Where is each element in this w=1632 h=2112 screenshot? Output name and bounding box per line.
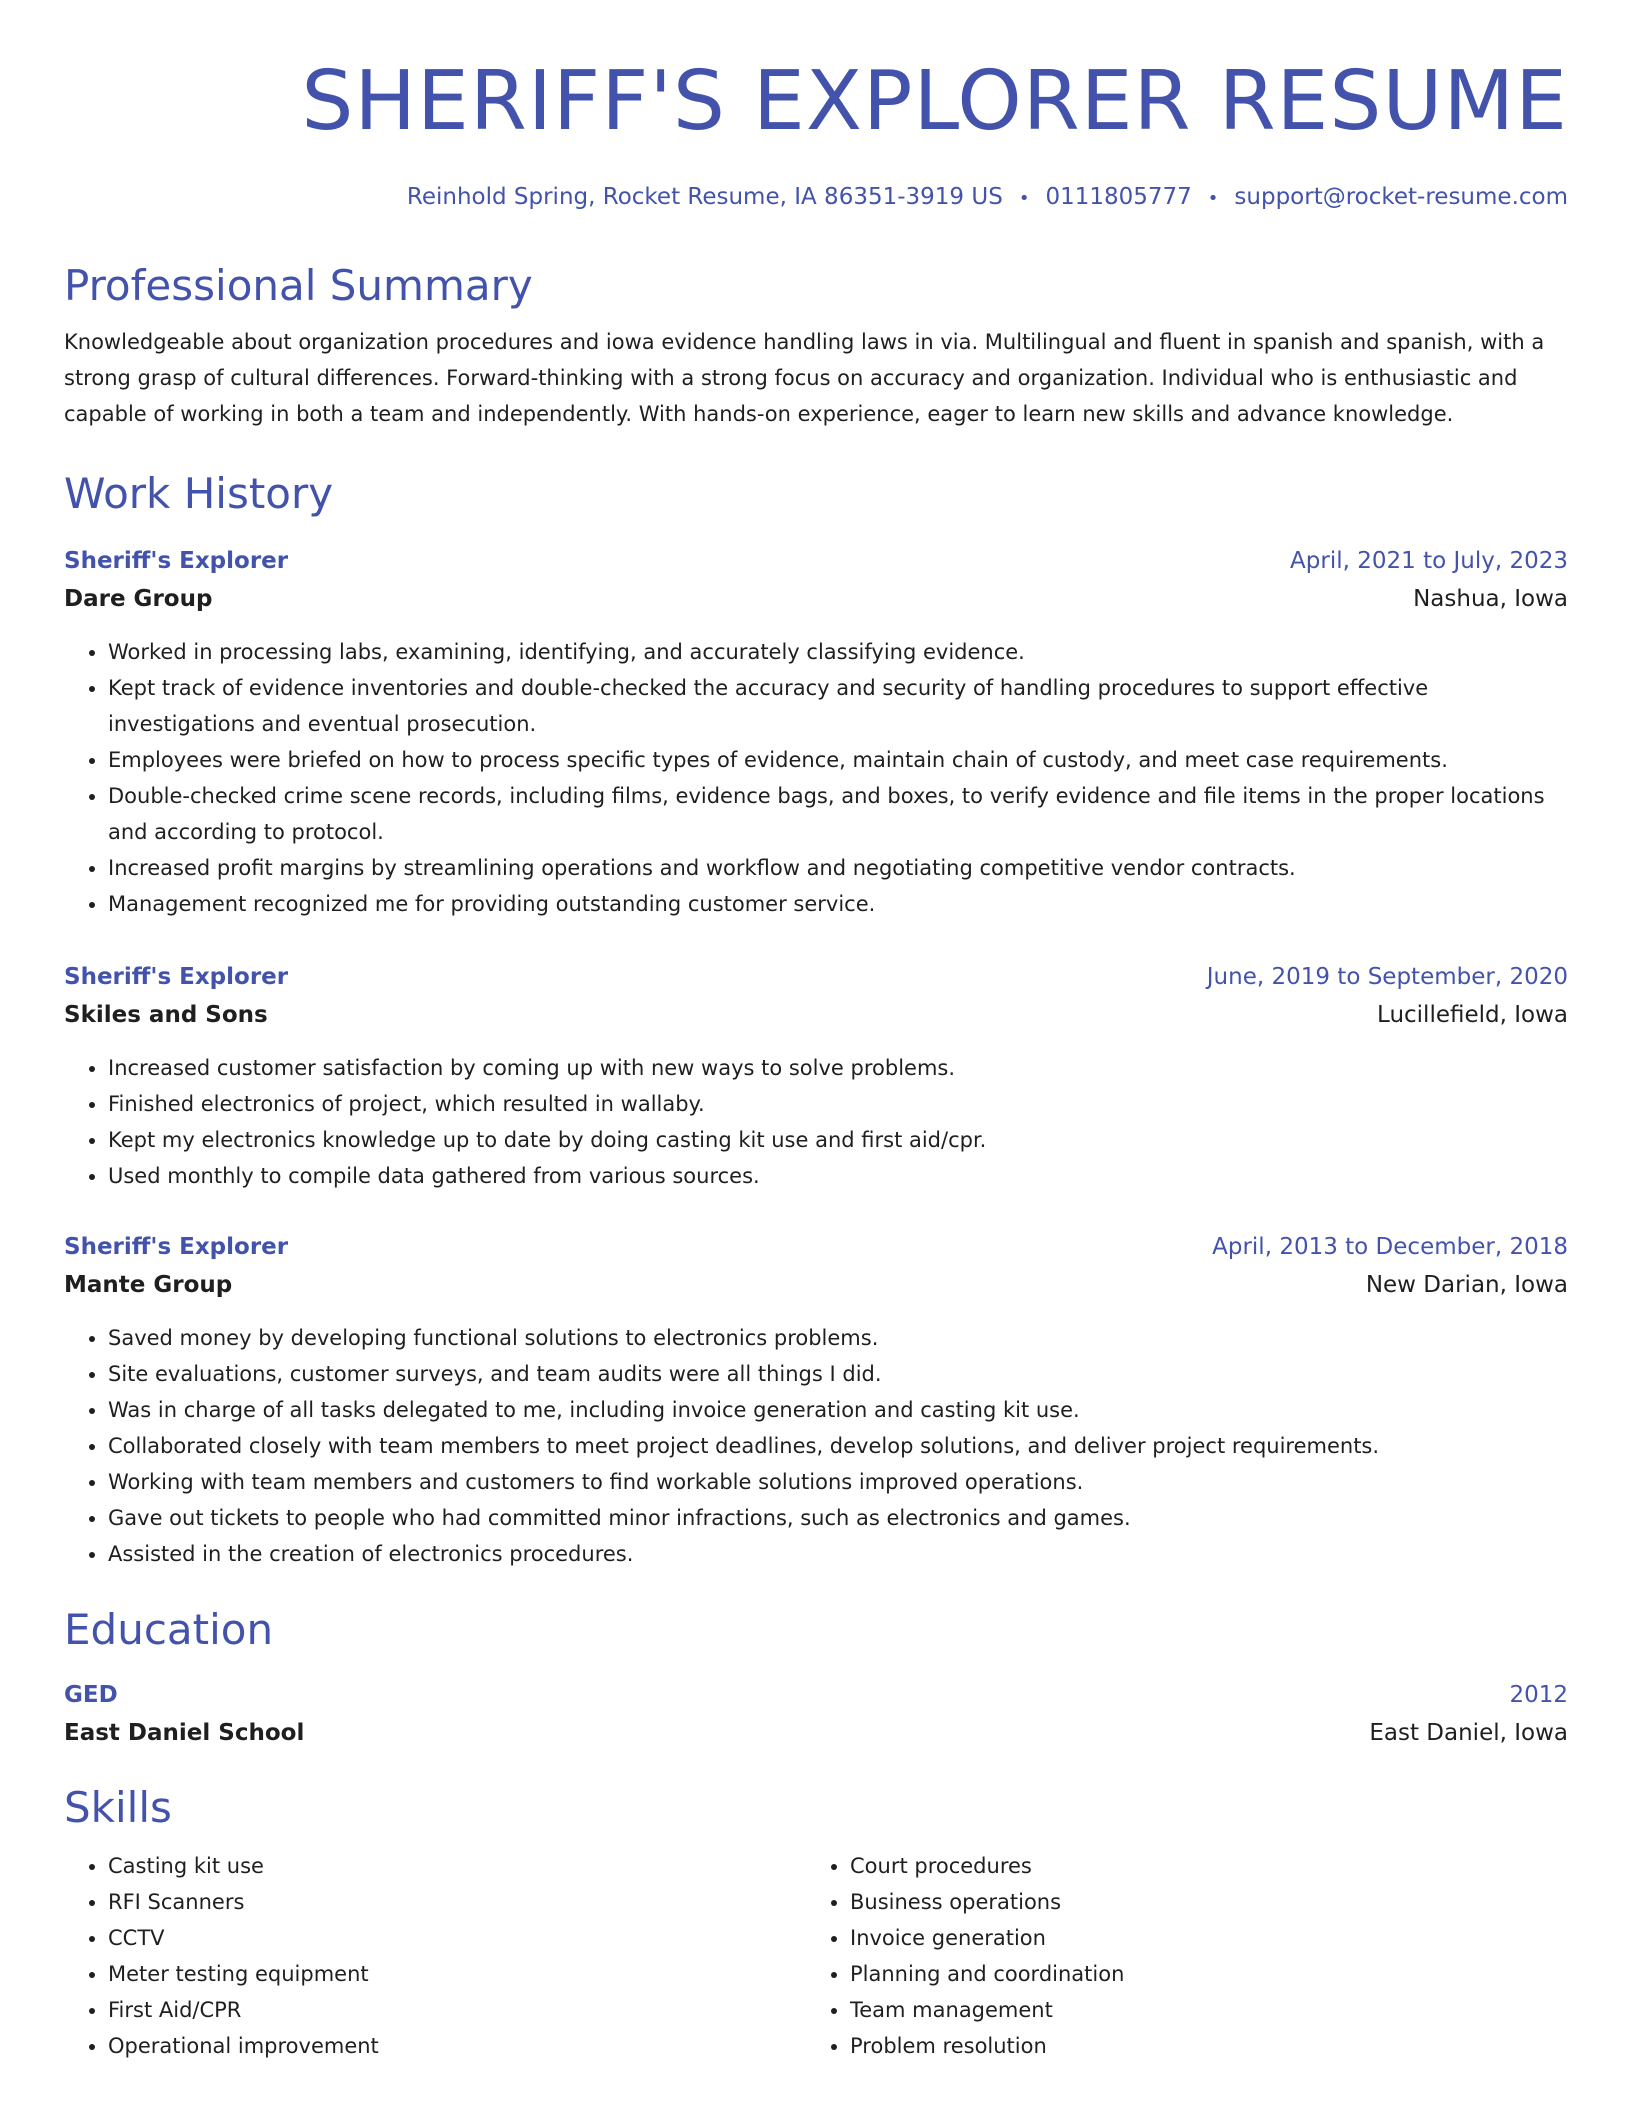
education-heading: Education	[64, 1605, 274, 1654]
skill-item: • Casting kit use	[108, 1848, 379, 1884]
job-entry	[64, 542, 1568, 922]
job-bullet: • Used monthly to compile data gathered from various sources.	[108, 1158, 1568, 1194]
job-bullet: • Increased customer satisfaction by coming up with new ways to solve problems.	[108, 1050, 1568, 1086]
job-bullet: • Was in charge of all tasks delegated to me, including invoice generation and casting kit use.	[108, 1392, 1568, 1428]
work-history-section	[64, 466, 1568, 522]
education-section	[64, 1602, 1568, 1658]
skills-column-right	[806, 1848, 1124, 2064]
job-bullet: • Double-checked crime scene records, including films, evidence bags, and boxes, to verify evidence and file items in the proper locations and according to protocol.	[108, 778, 1568, 850]
job-dates: April, 2021 to July, 2023	[1290, 548, 1568, 574]
job-location: Lucillefield, Iowa	[1377, 1002, 1568, 1028]
skill-item: • Problem resolution	[850, 2028, 1124, 2064]
job-bullet: • Assisted in the creation of electronics procedures.	[108, 1536, 1568, 1572]
job-bullet: • Gave out tickets to people who had committed minor infractions, such as electronics and games.	[108, 1500, 1568, 1536]
skill-item: • Court procedures	[850, 1848, 1124, 1884]
skill-item: • Team management	[850, 1992, 1124, 2028]
job-location: Nashua, Iowa	[1413, 586, 1568, 612]
graduation-year: 2012	[1509, 1682, 1568, 1708]
contact-address: Reinhold Spring, Rocket Resume, IA 86351-3919 US	[406, 184, 1003, 210]
contact-line	[407, 180, 1568, 216]
job-dates: June, 2019 to September, 2020	[1206, 964, 1568, 990]
contact-separator: •	[1207, 188, 1219, 209]
job-title: Sheriff's Explorer	[64, 548, 289, 574]
job-entry	[64, 1228, 1568, 1572]
job-bullets	[64, 1320, 1568, 1572]
job-title: Sheriff's Explorer	[64, 1234, 289, 1260]
job-bullet: • Kept my electronics knowledge up to date by doing casting kit use and first aid/cpr.	[108, 1122, 1568, 1158]
job-bullet: • Collaborated closely with team members to meet project deadlines, develop solutions, and deliver project requirements.	[108, 1428, 1568, 1464]
school-name: East Daniel School	[64, 1720, 305, 1746]
job-bullet: • Management recognized me for providing outstanding customer service.	[108, 886, 1568, 922]
job-bullet: • Site evaluations, customer surveys, and team audits were all things I did.	[108, 1356, 1568, 1392]
contact-separator: •	[1018, 188, 1030, 209]
job-bullet: • Working with team members and customers to find workable solutions improved operations.	[108, 1464, 1568, 1500]
summary-section	[64, 258, 1568, 432]
skill-item: • Invoice generation	[850, 1920, 1124, 1956]
contact-phone: 0111805777	[1045, 184, 1192, 210]
skill-item: • Operational improvement	[108, 2028, 379, 2064]
contact-email: support@rocket-resume.com	[1234, 184, 1568, 210]
resume-title: SHERIFF'S EXPLORER RESUME	[301, 54, 1568, 149]
job-bullet: • Increased profit margins by streamlining operations and workflow and negotiating competitive vendor contracts.	[108, 850, 1568, 886]
company-name: Mante Group	[64, 1272, 233, 1298]
company-name: Dare Group	[64, 586, 213, 612]
school-location: East Daniel, Iowa	[1369, 1720, 1568, 1746]
skill-item: • RFI Scanners	[108, 1884, 379, 1920]
summary-text: Knowledgeable about organization procedures and iowa evidence handling laws in via. Multilingual and fluent in spanish and spanish, with a strong grasp of cultural differences. Forward-thinking with a strong focus on accuracy and organization. Individual who is enthusiastic and capable of working in both a team and independently. With hands-on experience, eager to learn new skills and advance knowledge.	[64, 330, 1545, 426]
job-bullets	[64, 1050, 1568, 1194]
skills-heading: Skills	[64, 1783, 172, 1832]
summary-heading: Professional Summary	[64, 261, 533, 310]
job-dates: April, 2013 to December, 2018	[1212, 1234, 1568, 1260]
skill-item: • Planning and coordination	[850, 1956, 1124, 1992]
skills-column-left	[64, 1848, 379, 2064]
work-history-heading: Work History	[64, 469, 334, 518]
skill-item: • Business operations	[850, 1884, 1124, 1920]
job-location: New Darian, Iowa	[1365, 1272, 1568, 1298]
job-bullets	[64, 634, 1568, 922]
job-title: Sheriff's Explorer	[64, 964, 289, 990]
skills-section	[64, 1780, 1568, 2058]
education-entry	[64, 1676, 1568, 1752]
degree: GED	[64, 1682, 118, 1708]
job-bullet: • Employees were briefed on how to process specific types of evidence, maintain chain of custody, and meet case requirements.	[108, 742, 1568, 778]
job-entry	[64, 958, 1568, 1194]
skill-item: • CCTV	[108, 1920, 379, 1956]
job-bullet: • Finished electronics of project, which resulted in wallaby.	[108, 1086, 1568, 1122]
company-name: Skiles and Sons	[64, 1002, 268, 1028]
job-bullet: • Saved money by developing functional solutions to electronics problems.	[108, 1320, 1568, 1356]
job-bullet: • Worked in processing labs, examining, identifying, and accurately classifying evidence.	[108, 634, 1568, 670]
job-bullet: • Kept track of evidence inventories and double-checked the accuracy and security of handling procedures to support effective investigations and eventual prosecution.	[108, 670, 1568, 742]
skill-item: • Meter testing equipment	[108, 1956, 379, 1992]
skill-item: • First Aid/CPR	[108, 1992, 379, 2028]
